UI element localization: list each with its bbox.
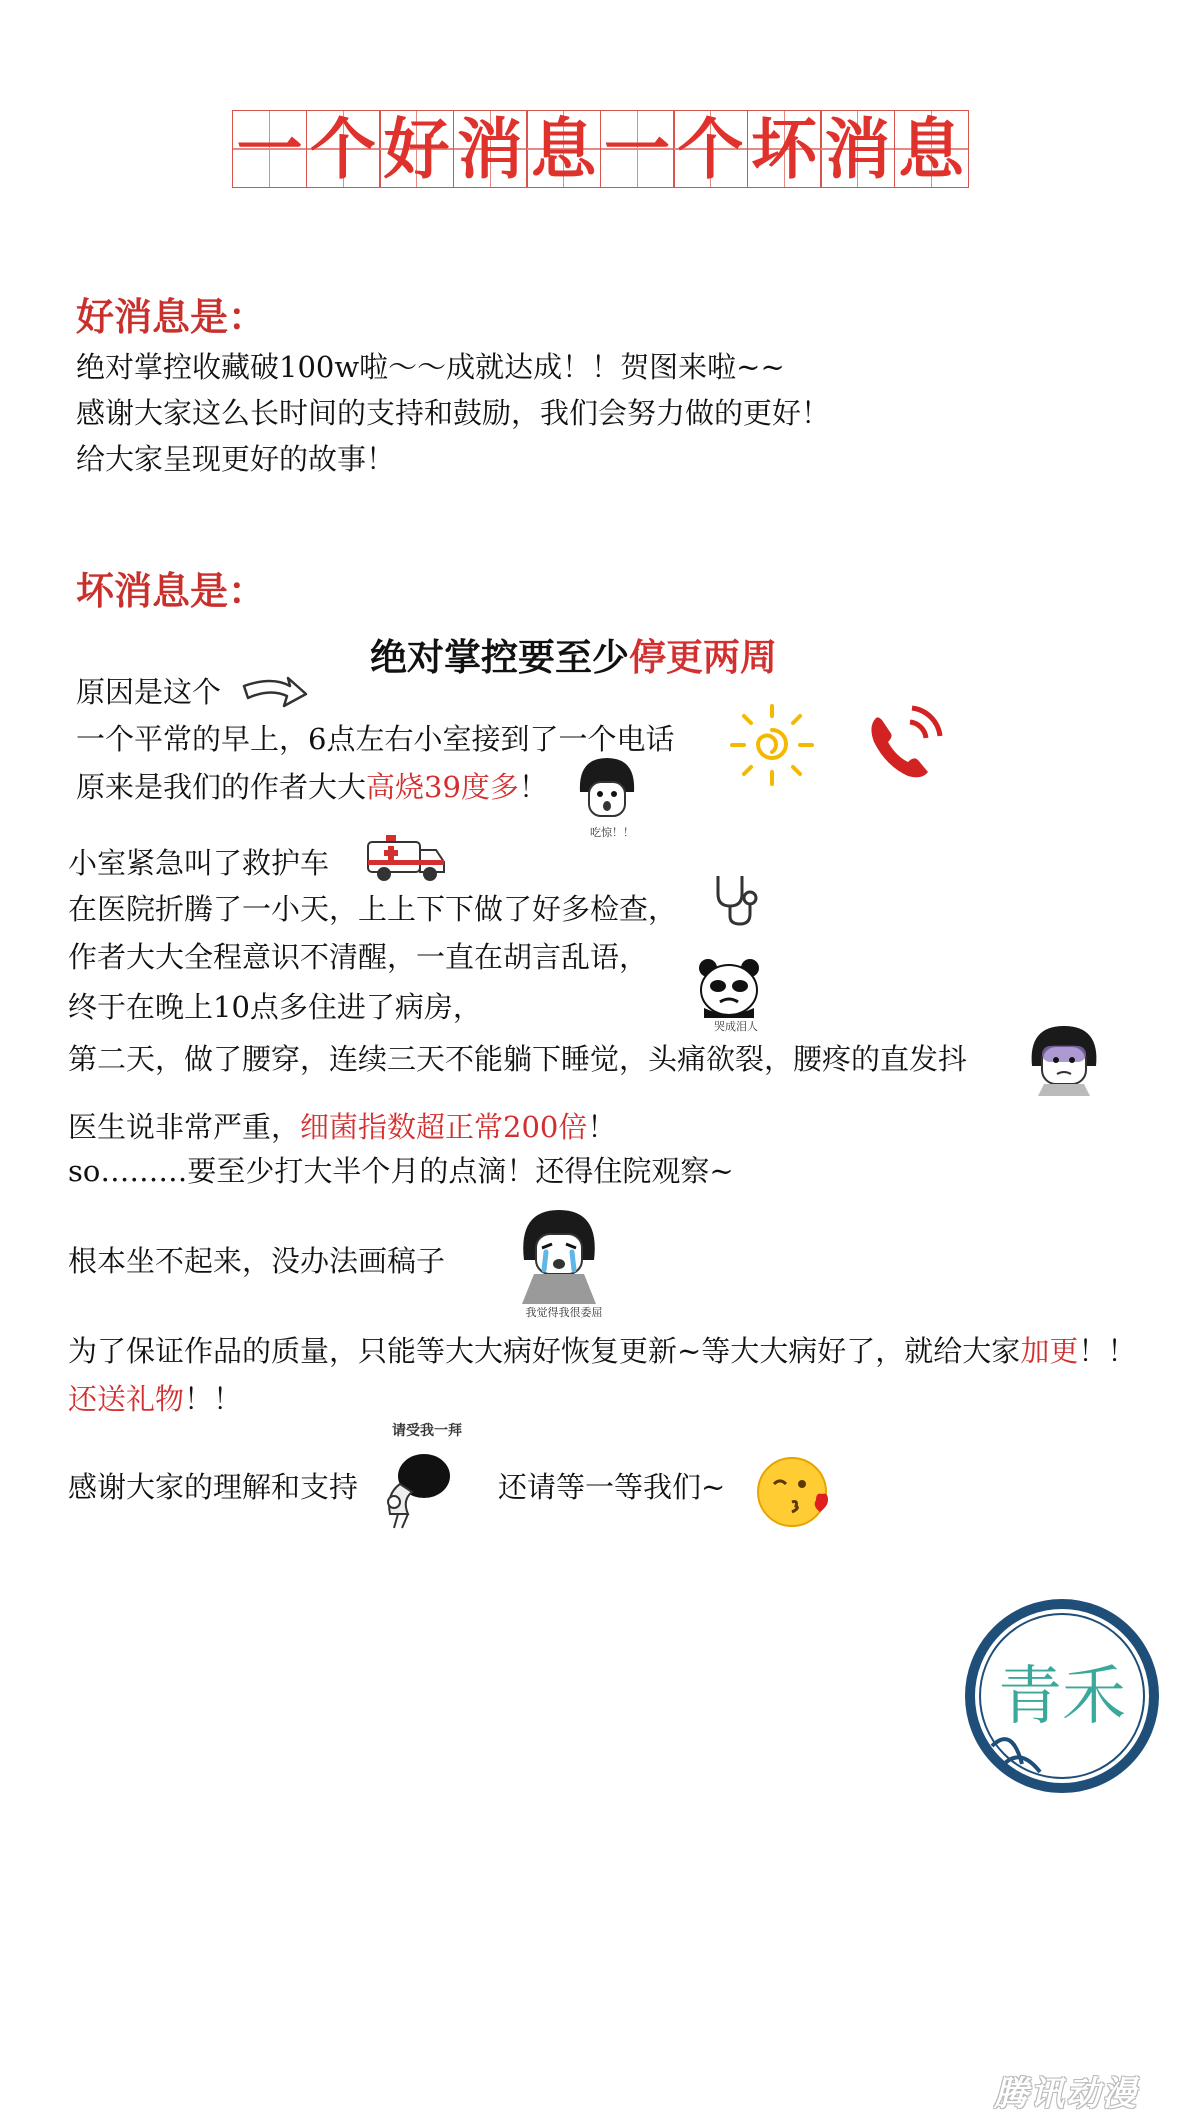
line8-suffix: ！ [587,1110,617,1144]
good-news-line: 感谢大家这么长时间的支持和鼓励，我们会努力做的更好！ [76,396,831,430]
kiss-emoji-icon [752,1454,836,1530]
good-news-heading: 好消息是： [76,294,267,339]
logo-text: 青禾 [998,1660,1126,1734]
subtitle-highlight: 停更两周 [629,635,777,679]
shocked-face-sticker [572,752,652,840]
line2-suffix: ！ [518,770,548,804]
title-char: 一 [600,110,675,188]
ambulance-icon [364,830,448,886]
story-line-3: 小室紧急叫了救护车 [68,846,330,880]
line11-prefix: 为了保证作品的质量，只能等大大病好恢复更新~等大大病好了，就给大家 [68,1334,1021,1368]
good-news-line: 绝对掌控收藏破100w啦～～成就达成！！贺图来啦~~ [76,350,785,384]
sticker-caption: 吃惊！！ [590,826,634,839]
subtitle-prefix: 绝对掌控要至少 [370,635,629,679]
story-line-2 [76,770,548,805]
line8-prefix: 医生说非常严重， [68,1110,301,1144]
sticker-caption: 哭成泪人 [714,1020,758,1033]
title-char: 消 [820,110,895,188]
page-title [232,110,984,188]
title-char: 个 [306,110,381,188]
sun-icon [722,700,822,790]
title-char: 息 [894,110,969,188]
story-line-6: 终于在晚上10点多住进了病房， [68,990,482,1024]
line11-suffix: ！！ [1078,1334,1137,1368]
story-line-12 [68,1382,242,1417]
sticker-caption: 请受我一拜 [392,1423,462,1439]
title-char: 坏 [747,110,822,188]
title-char: 个 [673,110,748,188]
story-line-7: 第二天，做了腰穿，连续三天不能躺下睡觉，头痛欲裂，腰疼的直发抖 [68,1042,968,1076]
curved-arrow-icon [242,672,308,712]
story-line-5: 作者大大全程意识不清醒，一直在胡言乱语， [68,940,649,974]
line8-highlight: 细菌指数超正常200倍 [300,1110,588,1144]
story-line-14: 还请等一等我们~ [498,1470,726,1504]
story-line-1: 一个平常的早上，6点左右小室接到了一个电话 [76,722,675,756]
crying-girl-sticker [504,1204,624,1320]
story-line-10: 根本坐不起来，没办法画稿子 [68,1244,446,1278]
story-line-13: 感谢大家的理解和支持 [68,1470,359,1504]
bad-news-heading: 坏消息是： [76,568,267,613]
title-char: 一 [232,110,307,188]
line11-highlight: 加更 [1020,1334,1079,1368]
title-char: 息 [526,110,601,188]
good-news-line: 给大家呈现更好的故事！ [76,442,396,476]
purple-face-sticker [1024,1020,1104,1096]
sticker-caption: 我觉得我很委屈 [525,1306,603,1319]
title-char: 好 [379,110,454,188]
watermark-text: 腾讯动漫 [994,2074,1138,2114]
line12-suffix: ！！ [184,1382,243,1416]
reason-text: 原因是这个 [76,675,222,709]
phone-icon [858,698,948,788]
bowing-sticker [372,1420,482,1530]
title-char: 消 [453,110,528,188]
stethoscope-icon [708,870,764,930]
qinghe-logo [962,1596,1162,1796]
line12-highlight: 还送礼物 [68,1382,185,1416]
line2-prefix: 原来是我们的作者大大 [76,770,367,804]
line2-highlight: 高烧39度多 [366,770,519,804]
story-line-9: so………要至少打大半个月的点滴！还得住院观察~ [68,1154,734,1188]
story-line-8 [68,1110,616,1145]
panda-cry-sticker [696,956,776,1034]
story-line-11 [68,1334,1136,1369]
bad-news-subtitle [370,627,777,681]
story-line-4: 在医院折腾了一小天，上上下下做了好多检查， [68,892,678,926]
